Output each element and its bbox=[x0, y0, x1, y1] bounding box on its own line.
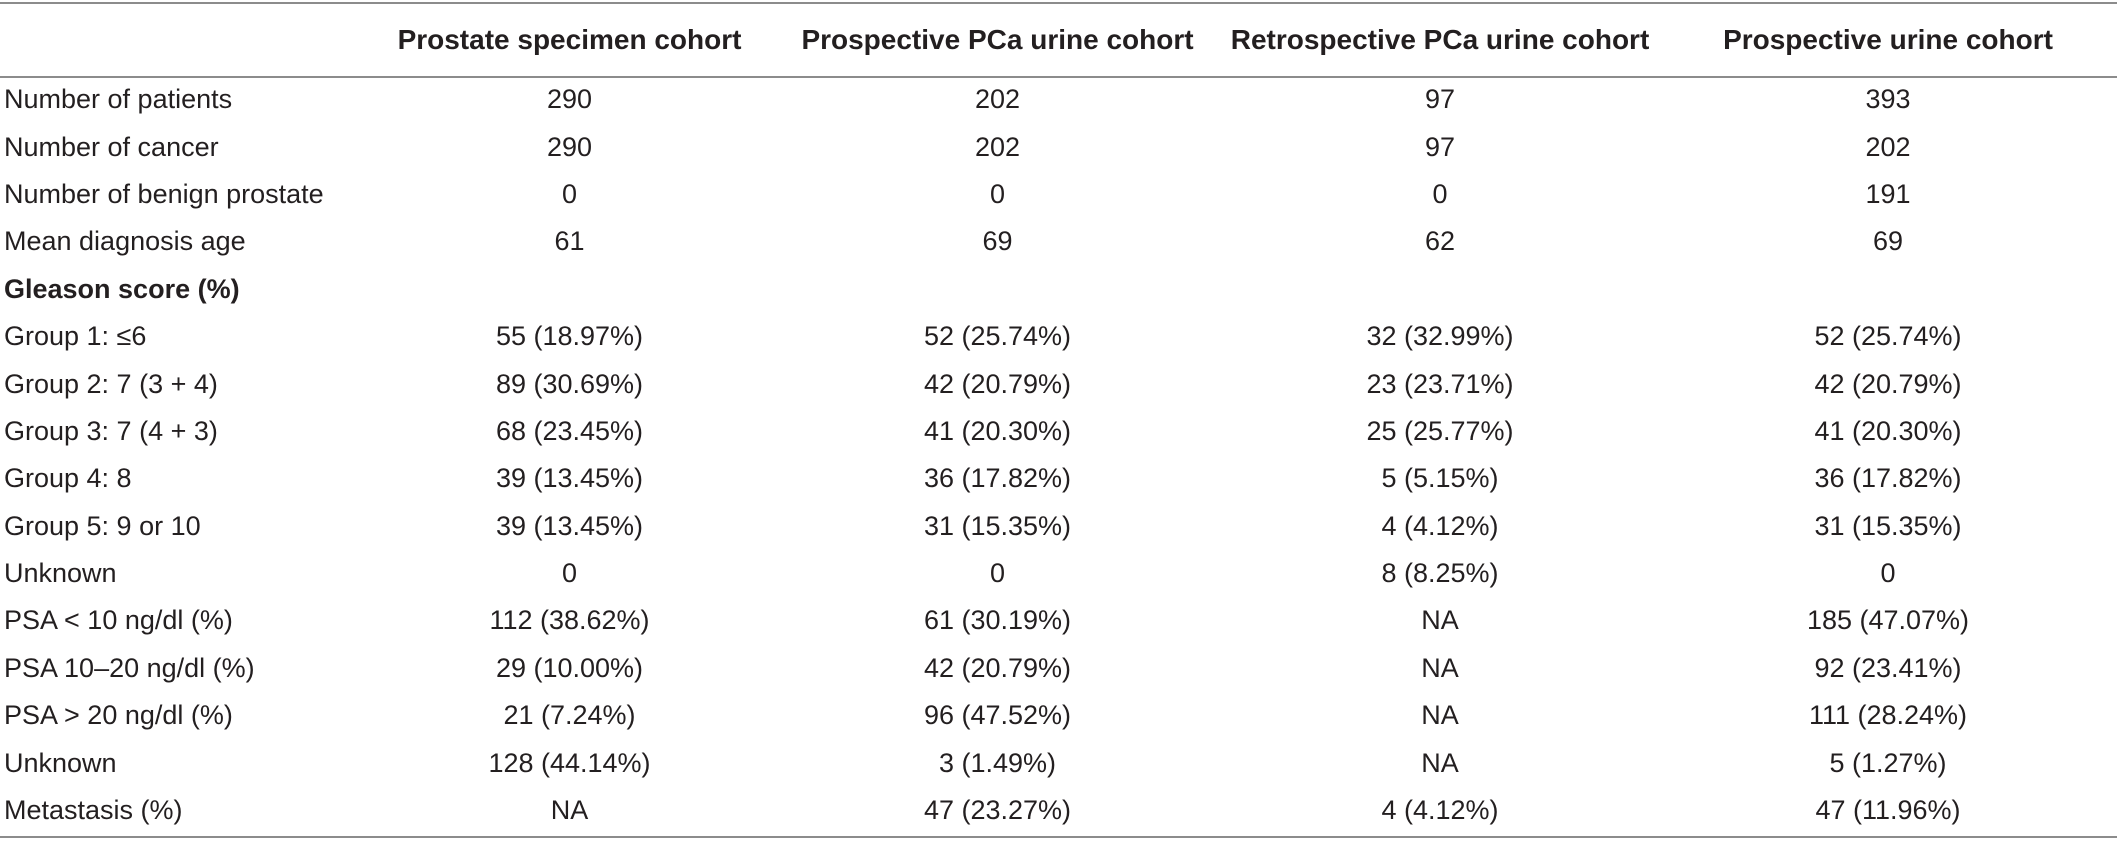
row-label: Group 4: 8 bbox=[4, 463, 132, 494]
table-cell bbox=[1221, 266, 1659, 313]
table-cell: 23 (23.71%) bbox=[1366, 368, 1514, 399]
table-cell: 55 (18.97%) bbox=[495, 321, 644, 352]
header-prospective-pca-urine-cohort: Prospective PCa urine cohort bbox=[801, 24, 1194, 55]
table-row bbox=[0, 360, 2117, 407]
table-cell: NA bbox=[550, 795, 589, 826]
table-cell: 25 (25.77%) bbox=[1366, 415, 1514, 446]
table-row bbox=[0, 597, 2117, 644]
row-label: Group 2: 7 (3 + 4) bbox=[4, 368, 218, 399]
table-row bbox=[0, 503, 2117, 550]
table-cell: 111 (28.24%) bbox=[1808, 700, 1968, 731]
table-cell: 112 (38.62%) bbox=[489, 605, 650, 636]
table-cell: NA bbox=[1421, 700, 1459, 731]
row-label: Unknown bbox=[4, 747, 117, 778]
table-cell: 36 (17.82%) bbox=[1814, 463, 1962, 494]
table-cell: 62 bbox=[1424, 226, 1456, 257]
row-label: Number of benign prostate bbox=[4, 178, 324, 209]
table-cell: 202 bbox=[1865, 131, 1911, 162]
header-blank bbox=[0, 4, 365, 76]
cohort-characteristics-table bbox=[0, 4, 2117, 834]
table-row bbox=[0, 123, 2117, 170]
table-row bbox=[0, 550, 2117, 597]
table-cell: 29 (10.00%) bbox=[495, 652, 644, 683]
header-row bbox=[0, 4, 2117, 76]
row-label: PSA < 10 ng/dl (%) bbox=[4, 605, 233, 636]
table-cell: 97 bbox=[1424, 131, 1456, 162]
row-label: Metastasis (%) bbox=[4, 795, 183, 826]
table-cell: 202 bbox=[974, 84, 1021, 115]
table-cell: 191 bbox=[1865, 178, 1911, 209]
table-cell: 5 (5.15%) bbox=[1381, 463, 1499, 494]
row-label: PSA 10–20 ng/dl (%) bbox=[4, 652, 255, 683]
table-cell: 31 (15.35%) bbox=[923, 510, 1072, 541]
table-cell: 41 (20.30%) bbox=[923, 415, 1072, 446]
table-cell: 21 (7.24%) bbox=[503, 700, 636, 731]
table-cell: 68 (23.45%) bbox=[495, 415, 644, 446]
table-cell bbox=[365, 266, 774, 313]
table-cell: 89 (30.69%) bbox=[495, 368, 644, 399]
table-row bbox=[0, 455, 2117, 502]
bottom-rule bbox=[0, 836, 2117, 838]
table-cell: 41 (20.30%) bbox=[1814, 415, 1962, 446]
table-cell: 393 bbox=[1865, 84, 1911, 115]
table-cell: 97 bbox=[1424, 84, 1456, 115]
table-row bbox=[0, 787, 2117, 834]
table-cell bbox=[774, 266, 1221, 313]
table-cell: 42 (20.79%) bbox=[923, 652, 1072, 683]
header-prostate-specimen-cohort: Prostate specimen cohort bbox=[397, 24, 742, 55]
row-label: Number of patients bbox=[4, 84, 233, 115]
table-cell: 185 (47.07%) bbox=[1806, 605, 1970, 636]
table-cell: 69 bbox=[1872, 226, 1904, 257]
table-cell: 0 bbox=[1880, 558, 1896, 589]
table-cell: 32 (32.99%) bbox=[1366, 321, 1514, 352]
table-cell: NA bbox=[1421, 605, 1459, 636]
table-cell: 290 bbox=[546, 84, 593, 115]
row-label: Mean diagnosis age bbox=[4, 226, 246, 257]
table-cell: 0 bbox=[561, 178, 578, 209]
table-cell: 52 (25.74%) bbox=[1814, 321, 1962, 352]
table-cell: 39 (13.45%) bbox=[495, 510, 644, 541]
table-row bbox=[0, 313, 2117, 360]
table-row bbox=[0, 692, 2117, 739]
table-row bbox=[0, 76, 2117, 123]
header-retrospective-pca-urine-cohort: Retrospective PCa urine cohort bbox=[1230, 24, 1650, 55]
row-label: Group 5: 9 or 10 bbox=[4, 510, 201, 541]
table-row bbox=[0, 171, 2117, 218]
table-cell: 4 (4.12%) bbox=[1381, 510, 1499, 541]
table-cell: 39 (13.45%) bbox=[495, 463, 644, 494]
table-cell: 47 (11.96%) bbox=[1815, 795, 1961, 826]
row-label: Number of cancer bbox=[4, 131, 219, 162]
header-prospective-urine-cohort: Prospective urine cohort bbox=[1723, 24, 2053, 55]
table-cell: 128 (44.14%) bbox=[488, 747, 651, 778]
table-cell bbox=[1659, 266, 2117, 313]
table-row bbox=[0, 739, 2117, 786]
table-cell: 31 (15.35%) bbox=[1814, 510, 1962, 541]
table-cell: 4 (4.12%) bbox=[1381, 795, 1499, 826]
table-row bbox=[0, 218, 2117, 265]
row-label: Unknown bbox=[4, 558, 117, 589]
table-cell: 0 bbox=[561, 558, 578, 589]
table-cell: 3 (1.49%) bbox=[938, 747, 1057, 778]
table-cell: 202 bbox=[974, 131, 1021, 162]
table-cell: 36 (17.82%) bbox=[923, 463, 1072, 494]
table-cell: 8 (8.25%) bbox=[1381, 558, 1499, 589]
table-cell: NA bbox=[1421, 652, 1459, 683]
row-label: PSA > 20 ng/dl (%) bbox=[4, 700, 233, 731]
table-cell: 42 (20.79%) bbox=[923, 368, 1072, 399]
section-row-gleason bbox=[0, 266, 2117, 313]
table-cell: 5 (1.27%) bbox=[1829, 747, 1947, 778]
table-cell: 61 bbox=[554, 226, 585, 257]
table-cell: 92 (23.41%) bbox=[1814, 652, 1962, 683]
row-label: Group 3: 7 (4 + 3) bbox=[4, 415, 218, 446]
table-cell: 69 bbox=[982, 226, 1013, 257]
section-heading: Gleason score (%) bbox=[4, 273, 240, 304]
table-cell: NA bbox=[1421, 747, 1459, 778]
table-cell: 61 (30.19%) bbox=[923, 605, 1072, 636]
row-label: Group 1: ≤6 bbox=[4, 321, 147, 352]
table-cell: 52 (25.74%) bbox=[923, 321, 1072, 352]
table-cell: 0 bbox=[989, 558, 1006, 589]
table-row bbox=[0, 408, 2117, 455]
table-cell: 290 bbox=[546, 131, 593, 162]
table-cell: 96 (47.52%) bbox=[923, 700, 1072, 731]
table-cell: 42 (20.79%) bbox=[1814, 368, 1962, 399]
table-row bbox=[0, 645, 2117, 692]
table-cell: 47 (23.27%) bbox=[923, 795, 1072, 826]
table-cell: 0 bbox=[989, 178, 1006, 209]
table-cell: 0 bbox=[1432, 178, 1448, 209]
